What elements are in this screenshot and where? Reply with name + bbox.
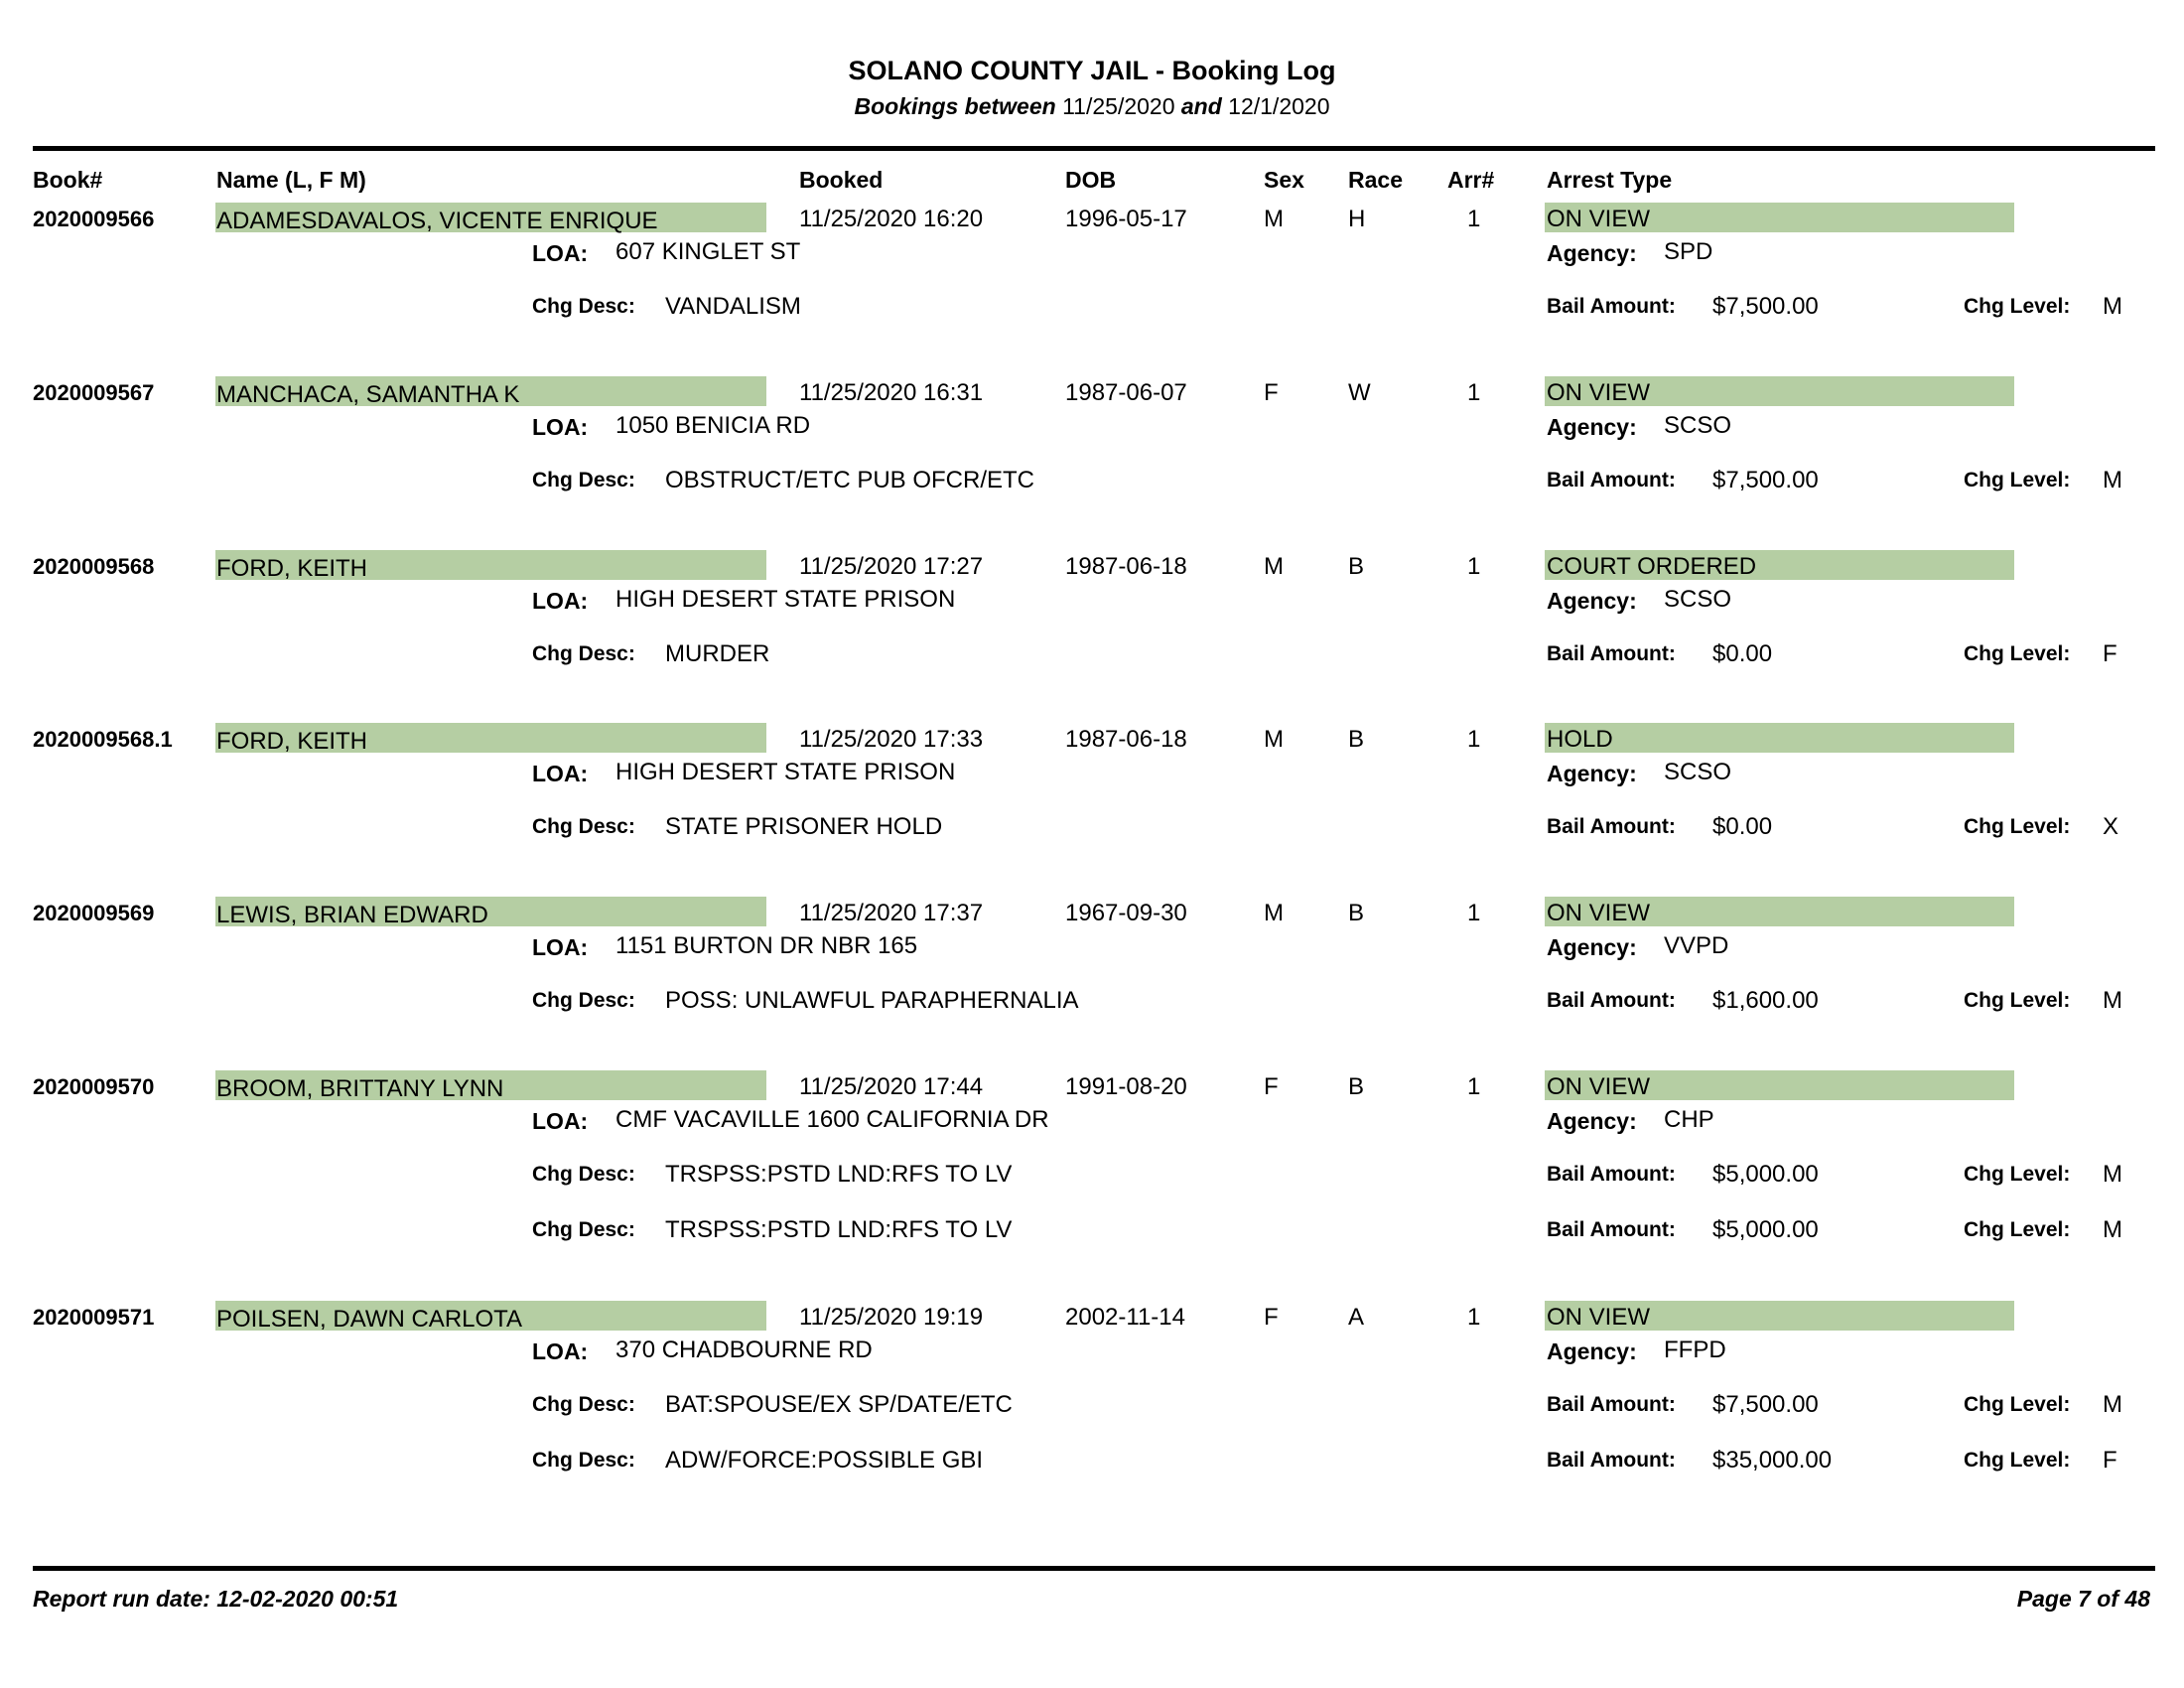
loa-label: LOA: [532,240,589,266]
chg-level-label: Chg Level: [1964,1449,2071,1472]
agency-value: SPD [1664,238,1713,265]
loa-label: LOA: [532,934,589,960]
agency-label: Agency: [1547,1108,1637,1134]
book-number: 2020009566 [33,207,155,231]
sex-value: F [1264,1304,1279,1331]
charge-level: M [2103,1216,2122,1243]
chg-level-label: Chg Level: [1964,815,2071,838]
bail-amount: $5,000.00 [1712,1216,1819,1243]
bail-amount-label: Bail Amount: [1547,295,1676,318]
bail-amount: $7,500.00 [1712,1391,1819,1418]
arrest-number: 1 [1467,726,1481,753]
bail-amount: $7,500.00 [1712,293,1819,320]
arrest-type: COURT ORDERED [1547,553,1757,580]
agency-value: SCSO [1664,586,1732,613]
agency-value: VVPD [1664,932,1729,959]
book-number: 2020009570 [33,1074,155,1099]
charge-description: OBSTRUCT/ETC PUB OFCR/ETC [665,467,1035,493]
charge-description: VANDALISM [665,293,801,320]
arrest-number: 1 [1467,379,1481,406]
inmate-name: BROOM, BRITTANY LYNN [216,1075,504,1102]
bail-amount: $0.00 [1712,813,1773,840]
date-to: 12/1/2020 [1228,93,1330,119]
col-header-sex: Sex [1264,167,1304,193]
col-header-race: Race [1348,167,1403,193]
arrest-type: ON VIEW [1547,1304,1651,1331]
col-header-dob: DOB [1065,167,1117,193]
bail-amount: $0.00 [1712,640,1773,667]
inmate-name: ADAMESDAVALOS, VICENTE ENRIQUE [216,208,658,234]
bail-amount-label: Bail Amount: [1547,1163,1676,1186]
col-header-arrest-type: Arrest Type [1547,167,1673,193]
chg-level-label: Chg Level: [1964,1218,2071,1241]
charge-description: ADW/FORCE:POSSIBLE GBI [665,1447,984,1474]
race-value: B [1348,1073,1365,1100]
charge-description: TRSPSS:PSTD LND:RFS TO LV [665,1216,1013,1243]
agency-label: Agency: [1547,934,1637,960]
date-of-birth: 1987-06-18 [1065,553,1187,580]
arrest-number: 1 [1467,206,1481,232]
arrest-number: 1 [1467,1073,1481,1100]
agency-value: SCSO [1664,412,1732,439]
bail-amount-label: Bail Amount: [1547,989,1676,1012]
footer-rule [33,1566,2155,1571]
loa-label: LOA: [532,761,589,786]
booked-datetime: 11/25/2020 16:31 [799,379,984,406]
charge-level: F [2103,1447,2117,1474]
book-number: 2020009569 [33,901,155,925]
subtitle-and: and [1180,93,1222,119]
booked-datetime: 11/25/2020 19:19 [799,1304,984,1331]
sex-value: M [1264,900,1284,926]
arrest-number: 1 [1467,553,1481,580]
page-number: Page 7 of 48 [2016,1586,2150,1612]
chg-desc-label: Chg Desc: [532,989,635,1012]
race-value: B [1348,553,1365,580]
booked-datetime: 11/25/2020 16:20 [799,206,984,232]
booked-datetime: 11/25/2020 17:44 [799,1073,984,1100]
inmate-name: FORD, KEITH [216,728,368,755]
bail-amount-label: Bail Amount: [1547,1218,1676,1241]
charge-description: MURDER [665,640,770,667]
chg-desc-label: Chg Desc: [532,815,635,838]
date-of-birth: 1991-08-20 [1065,1073,1187,1100]
arrest-type: ON VIEW [1547,206,1651,232]
chg-desc-label: Chg Desc: [532,642,635,665]
report-subtitle [0,93,2184,120]
col-header-arr: Arr# [1447,167,1495,193]
date-of-birth: 1987-06-07 [1065,379,1187,406]
col-header-name: Name (L, F M) [216,167,366,193]
loa-value: 370 CHADBOURNE RD [615,1336,873,1363]
race-value: B [1348,726,1365,753]
loa-value: CMF VACAVILLE 1600 CALIFORNIA DR [615,1106,1049,1133]
race-value: W [1348,379,1371,406]
charge-level: F [2103,640,2117,667]
charge-description: TRSPSS:PSTD LND:RFS TO LV [665,1161,1013,1188]
booked-datetime: 11/25/2020 17:37 [799,900,984,926]
book-number: 2020009567 [33,380,155,405]
charge-level: X [2103,813,2119,840]
agency-value: SCSO [1664,759,1732,785]
chg-level-label: Chg Level: [1964,1163,2071,1186]
chg-desc-label: Chg Desc: [532,1163,635,1186]
chg-desc-label: Chg Desc: [532,1393,635,1416]
chg-level-label: Chg Level: [1964,1393,2071,1416]
charge-description: BAT:SPOUSE/EX SP/DATE/ETC [665,1391,1013,1418]
book-number: 2020009568.1 [33,727,173,752]
arrest-type: ON VIEW [1547,379,1651,406]
loa-value: 1151 BURTON DR NBR 165 [615,932,918,959]
loa-value: 607 KINGLET ST [615,238,801,265]
chg-level-label: Chg Level: [1964,989,2071,1012]
charge-level: M [2103,467,2122,493]
loa-label: LOA: [532,1338,589,1364]
agency-label: Agency: [1547,240,1637,266]
sex-value: M [1264,206,1284,232]
date-of-birth: 1967-09-30 [1065,900,1187,926]
race-value: H [1348,206,1366,232]
arrest-number: 1 [1467,900,1481,926]
book-number: 2020009571 [33,1305,155,1330]
chg-desc-label: Chg Desc: [532,295,635,318]
chg-level-label: Chg Level: [1964,642,2071,665]
bail-amount: $7,500.00 [1712,467,1819,493]
charge-level: M [2103,1391,2122,1418]
bail-amount-label: Bail Amount: [1547,815,1676,838]
arrest-type: ON VIEW [1547,900,1651,926]
charge-level: M [2103,1161,2122,1188]
race-value: B [1348,900,1365,926]
agency-value: FFPD [1664,1336,1726,1363]
loa-value: HIGH DESERT STATE PRISON [615,759,956,785]
charge-description: POSS: UNLAWFUL PARAPHERNALIA [665,987,1079,1014]
bail-amount: $5,000.00 [1712,1161,1819,1188]
arrest-type: HOLD [1547,726,1613,753]
report-run-date: Report run date: 12-02-2020 00:51 [33,1586,399,1612]
subtitle-prefix: Bookings between [854,93,1056,119]
sex-value: F [1264,379,1279,406]
chg-desc-label: Chg Desc: [532,1218,635,1241]
date-from: 11/25/2020 [1062,93,1175,119]
inmate-name: MANCHACA, SAMANTHA K [216,381,520,408]
date-of-birth: 1987-06-18 [1065,726,1187,753]
bail-amount-label: Bail Amount: [1547,642,1676,665]
inmate-name: LEWIS, BRIAN EDWARD [216,902,488,928]
agency-label: Agency: [1547,588,1637,614]
agency-label: Agency: [1547,1338,1637,1364]
booked-datetime: 11/25/2020 17:33 [799,726,984,753]
loa-value: 1050 BENICIA RD [615,412,811,439]
col-header-book: Book# [33,167,103,193]
charge-description: STATE PRISONER HOLD [665,813,943,840]
bail-amount-label: Bail Amount: [1547,1449,1676,1472]
header-rule [33,146,2155,151]
arrest-number: 1 [1467,1304,1481,1331]
book-number: 2020009568 [33,554,155,579]
bail-amount-label: Bail Amount: [1547,469,1676,492]
sex-value: M [1264,553,1284,580]
date-of-birth: 2002-11-14 [1065,1304,1185,1331]
arrest-type-highlight [1545,723,2014,753]
chg-desc-label: Chg Desc: [532,469,635,492]
inmate-name: FORD, KEITH [216,555,368,582]
charge-level: M [2103,987,2122,1014]
inmate-name: POILSEN, DAWN CARLOTA [216,1306,523,1333]
bail-amount: $1,600.00 [1712,987,1819,1014]
loa-label: LOA: [532,414,589,440]
loa-value: HIGH DESERT STATE PRISON [615,586,956,613]
loa-label: LOA: [532,588,589,614]
col-header-booked: Booked [799,167,884,193]
agency-label: Agency: [1547,761,1637,786]
chg-level-label: Chg Level: [1964,469,2071,492]
booked-datetime: 11/25/2020 17:27 [799,553,984,580]
agency-value: CHP [1664,1106,1714,1133]
loa-label: LOA: [532,1108,589,1134]
sex-value: F [1264,1073,1279,1100]
report-title: SOLANO COUNTY JAIL - Booking Log [848,56,1336,85]
chg-level-label: Chg Level: [1964,295,2071,318]
sex-value: M [1264,726,1284,753]
arrest-type: ON VIEW [1547,1073,1651,1100]
date-of-birth: 1996-05-17 [1065,206,1187,232]
bail-amount-label: Bail Amount: [1547,1393,1676,1416]
chg-desc-label: Chg Desc: [532,1449,635,1472]
bail-amount: $35,000.00 [1712,1447,1833,1474]
race-value: A [1348,1304,1365,1331]
charge-level: M [2103,293,2122,320]
agency-label: Agency: [1547,414,1637,440]
